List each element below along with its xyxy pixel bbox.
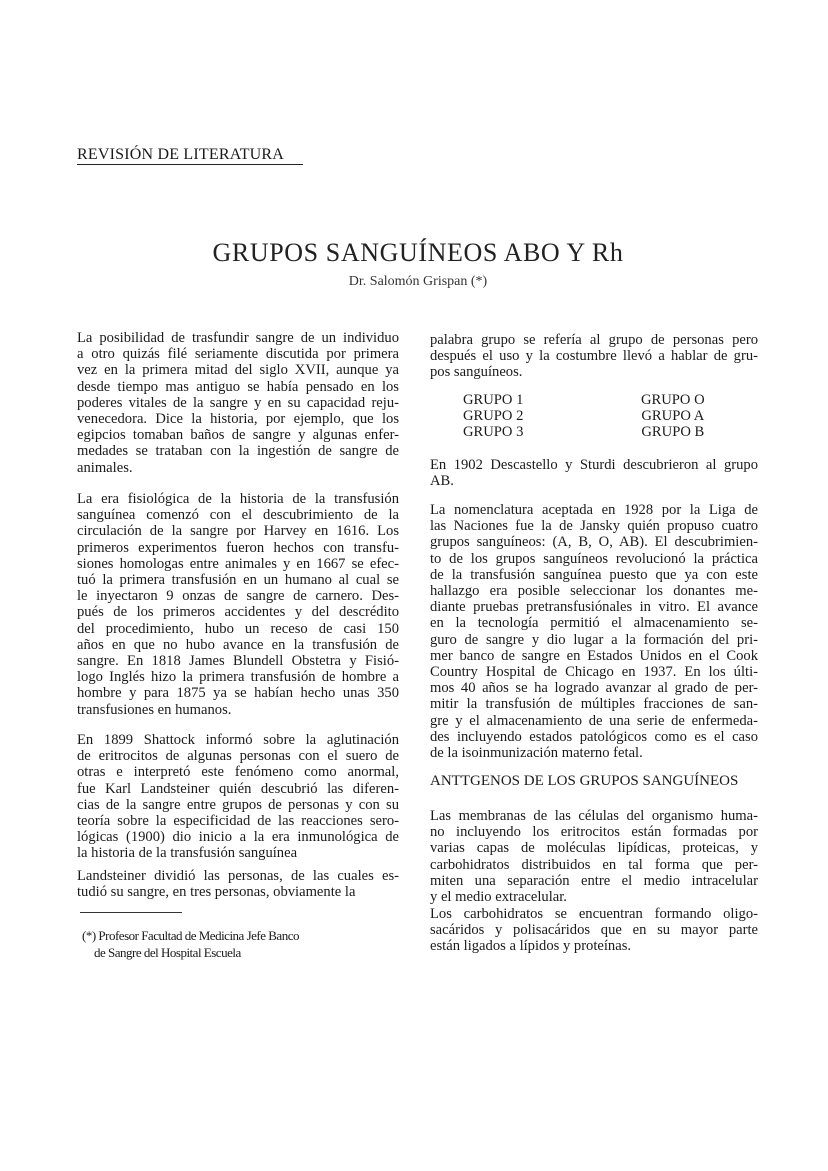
text-line: primeros experimentos fueron hechos con transfu-: [77, 539, 399, 556]
text-line: En 1899 Shattock informó sobre la aglutinación: [77, 732, 399, 748]
text-line: pués de los primeros accidentes y del descrédito: [77, 604, 399, 621]
text-line: diante pruebas pretransfusiónales in vitro. El avance: [430, 599, 758, 616]
text-line: carbohidratos distribuidos en tal forma que per-: [430, 856, 758, 873]
text-line: La era fisiológica de la historia de la transfusión: [77, 491, 399, 507]
paragraph: [430, 332, 758, 381]
text-line: mer banco de sangre en Estados Unidos en el Cook: [430, 647, 758, 664]
group-item: GRUPO A: [641, 408, 705, 425]
text-line: sangre. En 1818 James Blundell Obstetra y Fisió-: [77, 653, 399, 670]
text-line: gre y el almacenamiento de una serie de enfermeda-: [430, 712, 758, 729]
paragraph: [430, 808, 758, 905]
groups-old-list: [463, 392, 523, 441]
group-item: GRUPO B: [641, 424, 705, 441]
text-line: en la tecnología permitió el almacenamiento se-: [430, 615, 758, 632]
text-line: siones homologas entre animales y en 1667 se efec-: [77, 555, 399, 572]
paragraph: [430, 457, 758, 489]
text-line: desde tiempo mas antiguo se había pensado en los: [77, 378, 399, 395]
text-line: animales.: [77, 459, 133, 476]
section-label: REVISIÓN DE LITERATURA: [77, 146, 303, 165]
text-line: venecedora. Dice la historia, por ejemplo, que los: [77, 411, 399, 428]
text-line: AB.: [430, 473, 454, 490]
text-line: de eritrocitos de algunas personas con el suero de: [77, 748, 399, 765]
text-line: y el medio extracelular.: [430, 889, 567, 906]
text-line: to de los grupos sanguíneos revolucionó la práctica: [430, 550, 758, 567]
text-line: cias de la sangre entre grupos de personas y con su: [77, 796, 399, 813]
text-line: años en que no hubo avance en la transfusión de: [77, 636, 399, 653]
text-line: Landsteiner dividió las personas, de las cuales es-: [77, 868, 399, 884]
groups-new-list: [641, 392, 705, 441]
text-line: le inyectaron 9 onzas de sangre de carnero. Des-: [77, 588, 399, 605]
text-line: teoría sobre la especificidad de las reacciones sero-: [77, 813, 399, 830]
group-item: GRUPO 1: [463, 392, 524, 408]
text-line: La nomenclatura aceptada en 1928 por la Liga de: [430, 502, 758, 518]
section-heading: ANTTGENOS DE LOS GRUPOS SANGUÍNEOS: [430, 773, 739, 789]
text-line: vez en la primera mitad del siglo XVII, aunque ya: [77, 362, 399, 379]
paragraph: [77, 732, 399, 862]
text-line: pos sanguíneos.: [430, 364, 523, 381]
group-item: GRUPO 2: [463, 408, 524, 425]
group-item: GRUPO O: [641, 392, 705, 408]
text-line: hallazgo era posible seleccionar los donantes me-: [430, 583, 758, 600]
paragraph: [77, 491, 399, 718]
text-line: transfusiones en humanos.: [77, 701, 232, 718]
text-line: fue Karl Landsteiner quién descubrió las diferen-: [77, 780, 399, 797]
article-title: GRUPOS SANGUÍNEOS ABO Y Rh: [212, 238, 624, 267]
text-line: las Naciones fue la de Jansky quién propuso cuatro: [430, 518, 758, 535]
text-line: después el uso y la costumbre llevó a hablar de gru-: [430, 348, 758, 365]
text-line: hombre y para 1875 ya se habían hecho unas 350: [77, 685, 399, 702]
article-author: Dr. Salomón Grispan (*): [348, 274, 488, 289]
footnote-divider: [80, 912, 182, 913]
text-line: otras e interpretó este fenómeno como anormal,: [77, 764, 399, 781]
paragraph: [77, 330, 399, 476]
text-line: poderes vitales de la sangre y en su capacidad reju-: [77, 394, 399, 411]
text-line: medades se trataban con la ingestión de sangre de: [77, 443, 399, 460]
text-line: des incluyendo estados patológicos como es el caso: [430, 728, 758, 745]
footnote-line: (*) Profesor Facultad de Medicina Jefe Banco: [82, 928, 299, 943]
text-line: de la transfusión sanguínea puesto que ya con este: [430, 566, 758, 583]
paragraph: [430, 906, 758, 955]
text-line: sanguínea comenzó con el descubrimiento de la: [77, 507, 399, 524]
text-line: sacáridos y polisacáridos que en su mayor parte: [430, 922, 758, 939]
text-line: a otro quizás filé seriamente discutida por primera: [77, 346, 399, 363]
text-line: La posibilidad de trasfundir sangre de un individuo: [77, 330, 399, 346]
text-line: circulación de la sangre por Harvey en 1616. Los: [77, 523, 399, 540]
text-line: En 1902 Descastello y Sturdi descubrieron al grupo: [430, 457, 758, 473]
text-line: lógicas (1900) dio inicio a la era inmunológica de: [77, 829, 399, 846]
text-line: Country Hospital de Chicago en 1937. En los últi-: [430, 664, 758, 681]
paragraph: [430, 502, 758, 761]
text-line: guro de sangre y dio lugar a la formación del pri-: [430, 631, 758, 648]
text-line: logo Inglés hizo la primera transfusión de hombre a: [77, 669, 399, 686]
text-line: palabra grupo se refería al grupo de personas pero: [430, 332, 758, 348]
text-line: están ligados a lípidos y proteínas.: [430, 938, 632, 955]
text-line: egipcios tomaban baños de sangre y algunas enfer-: [77, 427, 399, 444]
footnote-line: de Sangre del Hospital Escuela: [94, 944, 241, 960]
paragraph: [77, 868, 399, 900]
text-line: del procedimiento, hubo un receso de casi 150: [77, 620, 399, 637]
footnote: [82, 928, 299, 961]
text-line: grupos sanguíneos: (A, B, O, AB). El descubrimien-: [430, 534, 758, 551]
text-line: no incluyendo los eritrocitos están formadas por: [430, 824, 758, 841]
text-line: Las membranas de las células del organismo huma-: [430, 808, 758, 824]
text-line: miten una separación entre el medio intracelular: [430, 872, 758, 889]
text-line: la historia de la transfusión sanguínea: [77, 845, 298, 862]
text-line: varias capas de moléculas lipídicas, proteicas, y: [430, 840, 758, 857]
group-item: GRUPO 3: [463, 424, 524, 441]
text-line: tuó la primera transfusión en un humano al cual se: [77, 572, 399, 589]
text-line: mitir la transfusión de múltiples fracciones de san-: [430, 696, 758, 713]
text-line: mos 40 años se ha logrado avanzar al grado de per-: [430, 680, 758, 697]
text-line: de la isoinmunización materno fetal.: [430, 745, 643, 762]
text-line: tudió su sangre, en tres personas, obviamente la: [77, 884, 356, 901]
text-line: Los carbohidratos se encuentran formando oligo-: [430, 906, 758, 922]
